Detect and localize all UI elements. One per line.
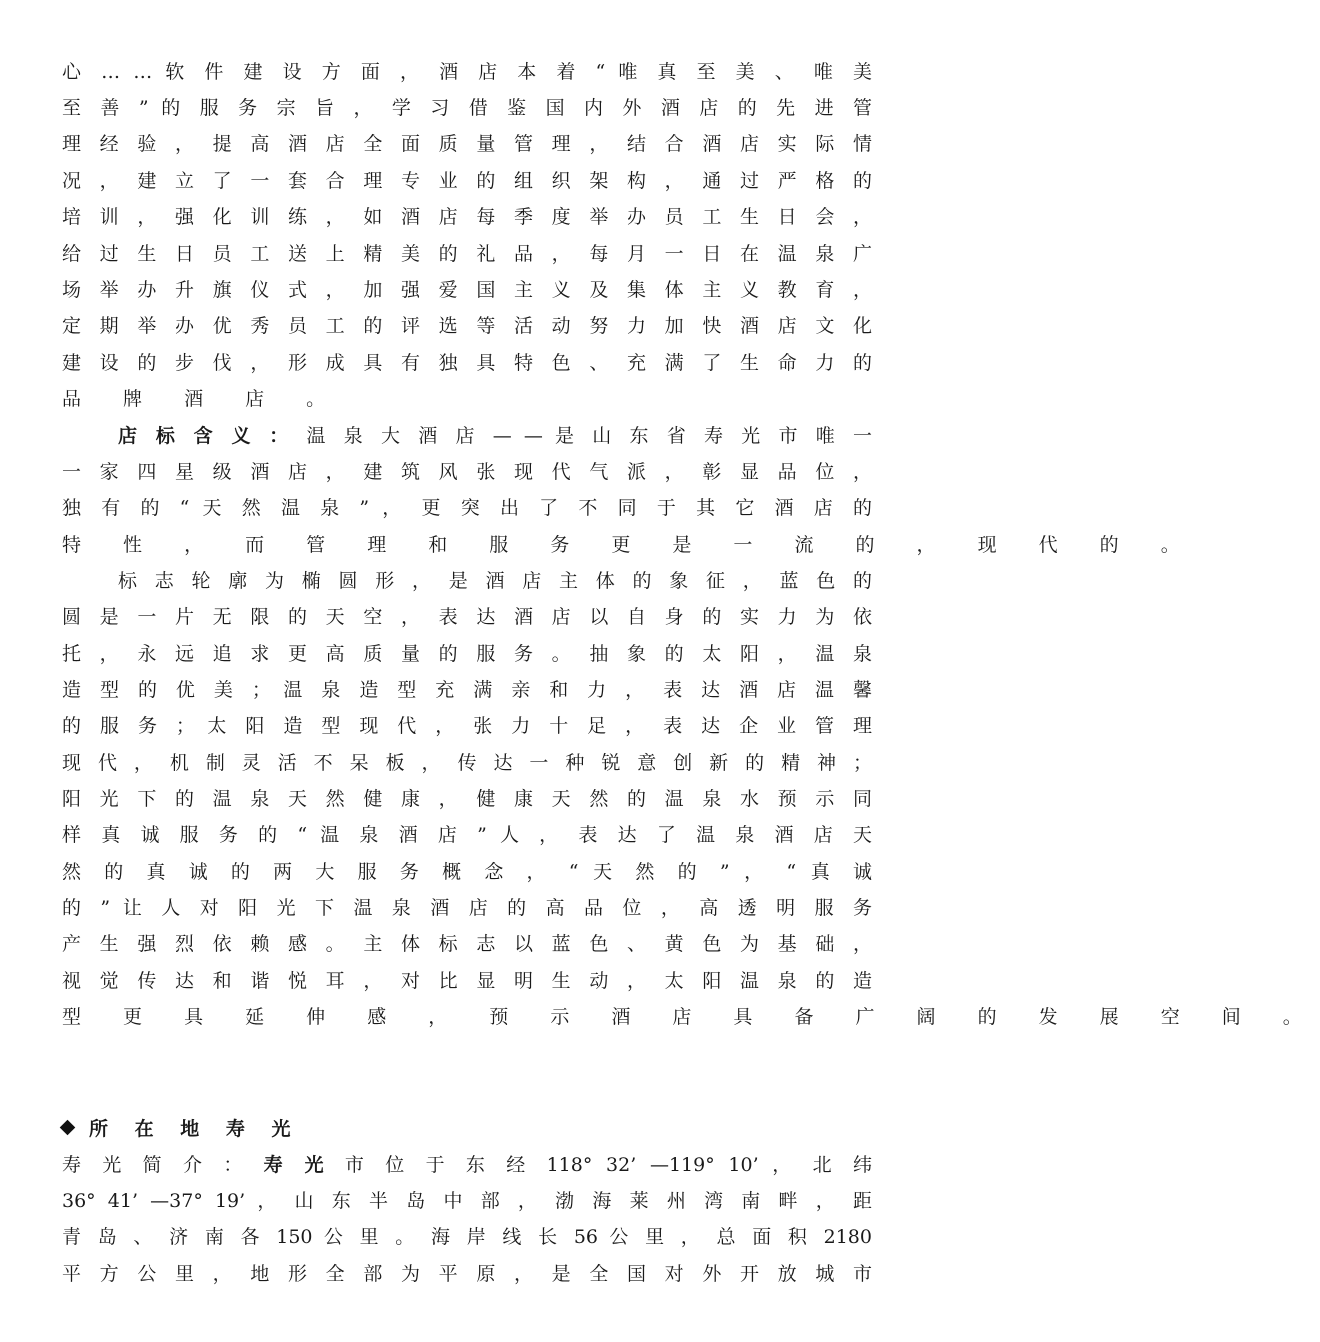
- text-line: 场 举 办 升 旗 仪 式 ， 加 强 爱 国 主 义 及 集 体 主 义 教 育 ，: [62, 279, 872, 301]
- text-line: 然 的 真 诚 的 两 大 服 务 概 念 ， “ 天 然 的 ” ， “ 真 诚: [62, 861, 872, 883]
- text-line: 现 代 ， 机 制 灵 活 不 呆 板 ， 传 达 一 种 锐 意 创 新 的 精 神 ；: [62, 752, 872, 774]
- text-line: 产 生 强 烈 依 赖 感 。 主 体 标 志 以 蓝 色 、 黄 色 为 基 础 ，: [62, 933, 872, 955]
- text-line: 36° 41’ —37° 19’ ， 山 东 半 岛 中 部 ， 渤 海 莱 州 湾 南 畔 ， 距: [62, 1190, 872, 1212]
- text-line: 品 牌 酒 店 。: [62, 388, 344, 410]
- text-line: 心 … … 软 件 建 设 方 面 ， 酒 店 本 着 “ 唯 真 至 美 、 唯 美: [62, 61, 872, 83]
- logo-meaning-first-line: [118, 419, 872, 453]
- logo-meaning-text: 温 泉 大 酒 店 — — 是 山 东 省 寿 光 市 唯 一: [306, 425, 872, 447]
- text-line: 一 家 四 星 级 酒 店 ， 建 筑 风 张 现 代 气 派 ， 彰 显 品 位 ，: [62, 461, 872, 483]
- intro-text: 市 位 于 东 经 118° 32’ —119° 10’ ， 北 纬: [344, 1154, 872, 1176]
- intro-first-line: [62, 1148, 872, 1182]
- diamond-bullet-icon: [60, 1120, 76, 1136]
- text-line: 理 经 验 ， 提 高 酒 店 全 面 质 量 管 理 ， 结 合 酒 店 实 际 情: [62, 133, 872, 155]
- text-line: 标 志 轮 廓 为 椭 圆 形 ， 是 酒 店 主 体 的 象 征 ， 蓝 色 的: [118, 570, 872, 592]
- text-line: 造 型 的 优 美 ； 温 泉 造 型 充 满 亲 和 力 ， 表 达 酒 店 温 馨: [62, 679, 872, 701]
- text-line: 阳 光 下 的 温 泉 天 然 健 康 ， 健 康 天 然 的 温 泉 水 预 示 同: [62, 788, 872, 810]
- text-line: 型 更 具 延 伸 感 ， 预 示 酒 店 具 备 广 阔 的 发 展 空 间 。: [62, 1006, 1320, 1028]
- intro-bold-name: 寿 光: [263, 1154, 332, 1176]
- text-line: 定 期 举 办 优 秀 员 工 的 评 选 等 活 动 努 力 加 快 酒 店 文 化: [62, 315, 872, 337]
- text-line: 托 ， 永 远 追 求 更 高 质 量 的 服 务 。 抽 象 的 太 阳 ， 温 泉: [62, 643, 872, 665]
- logo-meaning-label: 店 标 含 义 ：: [118, 425, 295, 447]
- text-line: 视 觉 传 达 和 谐 悦 耳 ， 对 比 显 明 生 动 ， 太 阳 温 泉 的 造: [62, 970, 872, 992]
- text-line: 特 性 ， 而 管 理 和 服 务 更 是 一 流 的 ， 现 代 的 。: [62, 534, 1198, 556]
- text-line: 的 ” 让 人 对 阳 光 下 温 泉 酒 店 的 高 品 位 ， 高 透 明 服 务: [62, 897, 872, 919]
- section-heading-text: 所 在 地 寿 光: [89, 1118, 301, 1140]
- text-line: 平 方 公 里 ， 地 形 全 部 为 平 原 ， 是 全 国 对 外 开 放 城 市: [62, 1263, 872, 1285]
- text-line: 给 过 生 日 员 工 送 上 精 美 的 礼 品 ， 每 月 一 日 在 温 泉 广: [62, 243, 872, 265]
- text-line: 况 ， 建 立 了 一 套 合 理 专 业 的 组 织 架 构 ， 通 过 严 格 的: [62, 170, 872, 192]
- text-line: 圆 是 一 片 无 限 的 天 空 ， 表 达 酒 店 以 自 身 的 实 力 为 依: [62, 606, 872, 628]
- text-line: 独 有 的 “ 天 然 温 泉 ” ， 更 突 出 了 不 同 于 其 它 酒 店 的: [62, 497, 872, 519]
- section-heading: [62, 1112, 300, 1146]
- intro-label: 寿 光 简 介 ：: [62, 1154, 250, 1176]
- text-line: 培 训 ， 强 化 训 练 ， 如 酒 店 每 季 度 举 办 员 工 生 日 会 ，: [62, 206, 872, 228]
- text-line: 至 善 ” 的 服 务 宗 旨 ， 学 习 借 鉴 国 内 外 酒 店 的 先 进 管: [62, 97, 872, 119]
- text-line: 的 服 务 ； 太 阳 造 型 现 代 ， 张 力 十 足 ， 表 达 企 业 管 理: [62, 715, 872, 737]
- text-line: 建 设 的 步 伐 ， 形 成 具 有 独 具 特 色 、 充 满 了 生 命 力 的: [62, 352, 872, 374]
- text-line: 样 真 诚 服 务 的 “ 温 泉 酒 店 ” 人 ， 表 达 了 温 泉 酒 店 天: [62, 824, 872, 846]
- text-line: 青 岛 、 济 南 各 150 公 里 。 海 岸 线 长 56 公 里 ， 总 面 积 2180: [62, 1226, 872, 1248]
